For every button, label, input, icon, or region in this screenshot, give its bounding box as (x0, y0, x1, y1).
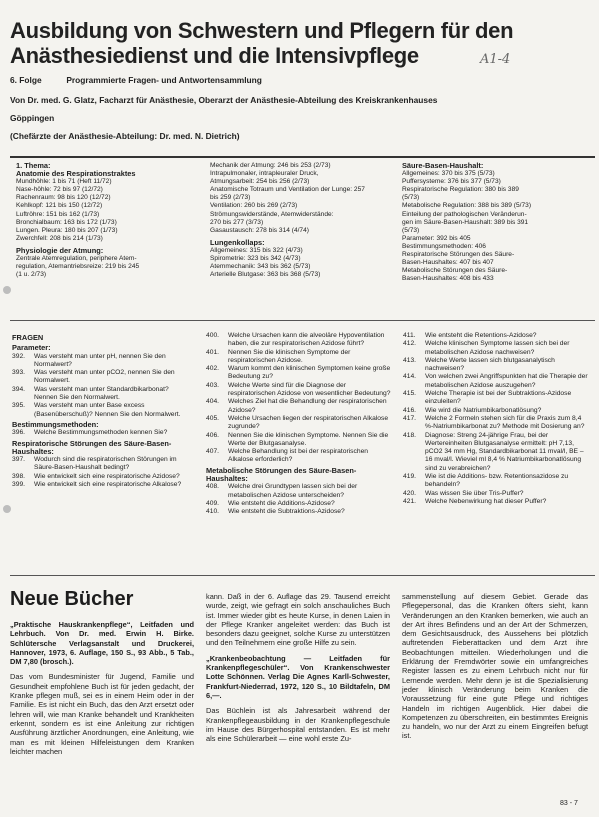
topic-column-1 (16, 162, 201, 279)
question-item (403, 340, 591, 357)
topic-list (16, 178, 201, 243)
book-review-text: kann. Daß in der 6. Auflage das 29. Tausend erreicht wurde, zeigt, wie gefragt ein solch anschauliches Buch ist. Immer wieder gibt es heute Kurse, in denen Laien in der Pflege Kranker angeleitet werden: das Buch ist besonders dazu geeignet, solche Kurse zu unterstützen und den Teilnehmern eine große Hilfe zu sein. (206, 592, 390, 648)
question-item (403, 473, 591, 490)
question-number: 417. (403, 414, 417, 422)
topic-item: Anatomische Totraum und Ventilation der Lunge: 257 (210, 186, 365, 194)
topic-subheading: Physiologie der Atmung: (16, 245, 104, 255)
topic-item: Kehlkopf: 121 bis 150 (12/72) (16, 202, 103, 210)
question-item (403, 490, 591, 498)
question-number: 401. (206, 348, 220, 356)
question-text: Warum kommt den klinischen Symptomen keine große Bedeutung zu? (228, 365, 391, 381)
topic-item: Puffersysteme: 376 bis 377 (5/73) (402, 178, 501, 186)
topic-item: Basen-Haushaltes: 408 bis 433 (402, 275, 494, 283)
question-item (403, 390, 591, 407)
question-number: 416. (403, 406, 417, 414)
question-text: Diagnose: Streng 24-jährige Frau, bei der Wertereinheiten Blutgasanalyse ermittelt: pH 7,13, pCO2 34 mm Hg, Standardbikarbonat 11 mval/l, BE –16 mval/l. Wieviel ml 8,4 % Natriumbikarbonatlösung sind zu verabreichen? (425, 431, 584, 472)
question-text: Was versteht man unter pH, nennen Sie den Normalwert? (34, 352, 166, 368)
question-item (403, 373, 591, 390)
question-item (403, 357, 591, 374)
question-item (12, 456, 192, 473)
section-divider (10, 575, 595, 576)
question-text: Was versteht man unter Base excess (Basenüberschuß)? Nennen Sie den Normalwert. (34, 402, 181, 418)
topic-item: Rachenraum: 98 bis 120 (12/72) (16, 194, 111, 202)
question-number: 397. (12, 456, 26, 464)
question-item (403, 498, 591, 506)
books-column-2 (206, 592, 390, 749)
topic-item: gen im Säure-Basen-Haushalt: 389 bis 391 (402, 218, 529, 226)
author-city: Göppingen (10, 113, 55, 123)
question-item (206, 415, 394, 432)
question-text: Was wissen Sie über Tris-Puffer? (425, 489, 524, 497)
topic-item: (1 u. 2/73) (16, 271, 47, 279)
topic-item: Bronchialbaum: 163 bis 172 (1/73) (16, 218, 117, 226)
question-text: Wie entsteht die Additions-Azidose? (228, 499, 335, 507)
question-number: 406. (206, 431, 220, 439)
question-text: Welches Ziel hat die Behandlung der respiratorischen Azidose? (228, 398, 387, 414)
question-item (206, 500, 394, 508)
topic-item: Zwerchfell: 208 bis 214 (1/73) (16, 234, 103, 242)
topic-subheading: Lungenkollaps: (210, 237, 265, 247)
topic-item: Strömungswiderstände, Atemwiderstände: (210, 210, 334, 218)
question-text: Welche Werte sind für die Diagnose der respiratorischen Azidose von wesentlicher Bedeutung? (228, 381, 391, 398)
topic-item: Allgemeines: 370 bis 375 (5/73) (402, 170, 495, 178)
topic-item: Luftröhre: 151 bis 162 (1/73) (16, 210, 100, 218)
topic-item: Basen-Haushaltes: 407 bis 407 (402, 259, 494, 267)
topic-heading: 1. Thema: (16, 161, 51, 170)
question-number: 394. (12, 385, 26, 393)
question-number: 395. (12, 402, 26, 410)
author-line: Von Dr. med. G. Glatz, Facharzt für Anästhesie, Oberarzt der Anästhesie-Abteilung des Kreiskrankenhauses (10, 95, 438, 105)
question-item (206, 432, 394, 449)
series-description: Programmierte Fragen- und Antwortensammlung (66, 75, 262, 85)
question-item (206, 448, 394, 465)
question-text: Nennen Sie die klinischen Symptome der respiratorischen Azidose. (228, 348, 351, 364)
book-review-text: Das vom Bundesminister für Jugend, Familie und Gesundheit empfohlene Buch ist für jeden gedacht, der Kranke pflegen muß, sei es in einem Heim oder in der Familie. Es ist nicht ein Buch, das den Arzt ersetzt oder lehren will, wie man Kranke behandelt und Krankheiten erkennt, sondern es ist eine Anleitung zur richtigen Ausführung ärztlicher Anordnungen, eine Anleitung, wie man es mit kleinen Hilfeleistungen dem Kranken leichter machen (10, 672, 194, 756)
question-item (206, 483, 394, 500)
topic-item: Zentrale Atemregulation, periphere Atem- (16, 255, 137, 263)
book-citation: „Praktische Hauskrankenpflege“, Leitfaden und Lehrbuch. Von Dr. med. Erwin H. Birke. Schlütersche Verlagsanstalt und Druckerei, Hannover, 1973, 6. Auflage, 150 S., 93 Abb., 5 Tab., DM 7,80 (brosch.). (10, 620, 194, 667)
topic-item: Mundhöhle: 1 bis 71 (Heft 11/72) (16, 178, 112, 186)
topic-item: Lungen. Pleura: 180 bis 207 (1/73) (16, 226, 118, 234)
books-column-3 (402, 592, 588, 747)
question-text: Welche Ursachen liegen der respiratorischen Alkalose zugrunde? (228, 414, 389, 431)
topic-item: bis 259 (2/73) (210, 194, 251, 202)
question-item (403, 432, 591, 473)
topic-overview-box (10, 156, 595, 321)
question-item (206, 382, 394, 399)
title-line-1: Ausbildung von Schwestern und Pflegern für den (10, 18, 514, 43)
question-group-heading: Metabolische Störungen des Säure-Basen-Haushaltes: (206, 465, 357, 484)
question-text: Welche drei Grundtypen lassen sich bei der metabolischen Azidose unterscheiden? (228, 483, 358, 499)
topic-item: Nase-höhle: 72 bis 97 (12/72) (16, 186, 103, 194)
topic-item: Arterielle Blutgase: 363 bis 368 (5/73) (210, 271, 321, 279)
topic-item: Atemmechanik: 343 bis 362 (5/73) (210, 263, 311, 271)
books-heading: Neue Bücher (10, 588, 134, 610)
page-number: 83 - 7 (560, 800, 578, 807)
question-number: 399. (12, 481, 26, 489)
question-number: 421. (403, 497, 417, 505)
question-item (206, 349, 394, 366)
question-item (206, 365, 394, 382)
question-number: 412. (403, 340, 417, 348)
question-text: Welche Therapie ist bei der Subtraktions-Azidose einzuleiten? (425, 390, 572, 406)
question-number: 404. (206, 398, 220, 406)
topic-column-2 (210, 162, 390, 279)
question-number: 400. (206, 332, 220, 339)
chief-line: (Chefärzte der Anästhesie-Abteilung: Dr. med. N. Dietrich) (10, 131, 240, 141)
question-number: 402. (206, 365, 220, 373)
question-text: Welche Behandlung ist bei der respiratorischen Alkalose erforderlich? (228, 448, 369, 464)
topic-item: Bestimmungsmethoden: 406 (402, 242, 486, 250)
question-item (12, 429, 192, 437)
books-column-1 (10, 620, 194, 762)
question-text: Wie entwickelt sich eine respiratorische Alkalose? (34, 481, 182, 489)
question-text: Wie entwickelt sich eine respiratorische Azidose? (34, 472, 180, 480)
topic-item: Respiratorische Störungen des Säure- (402, 251, 515, 259)
topic-item: regulation, Atemantriebsreize: 219 bis 245 (16, 263, 140, 271)
question-text: Wie entsteht die Retentions-Azidose? (425, 332, 537, 339)
topic-item: Ventilation: 260 bis 269 (2/73) (210, 202, 298, 210)
question-number: 403. (206, 381, 220, 389)
question-item (206, 398, 394, 415)
topic-item: Metabolische Störungen des Säure- (402, 267, 508, 275)
question-number: 413. (403, 356, 417, 364)
question-group-heading: Bestimmungsmethoden: (12, 419, 99, 429)
binder-hole (3, 505, 11, 513)
book-review-text: sammenstellung auf diesem Gebiet. Gerade das Pflegepersonal, das die Kranken öfters sieht, kann Veränderungen an den Kranken bemerken, wie auch an der Art ihres Befindens und an der Art der Schmerzen, dem Gesichtsausdruck, des Aussehens bei plötzlich auftretenden Fieberattacken und dem Arzt ihre Beobachtungen mitteilen. Wiederholungen und die Erklärung der Fremdwörter sowie ein umfangreiches Register lassen es zu einem Lehrbuch nicht nur für Lernende werden. Mehr denn je ist die Spezialisierung jeder klinisch Veränderung beim Kranken die Voraussetzung für eine gute Pflege und richtiges Handeln im richtigen Augenblick. Hier dabei die Kompetenzen zu überschreiten, ein bestimmtes Ereignis zu handeln, wo nur der Arzt zu einem Eingreifen befugt ist. (402, 592, 588, 741)
topic-item: (5/73) (402, 226, 420, 234)
question-number: 405. (206, 414, 220, 422)
question-number: 414. (403, 373, 417, 381)
question-item (12, 402, 192, 419)
series-line (10, 74, 262, 86)
question-text: Wodurch sind die respiratorischen Störungen im Säure-Basen-Haushalt bedingt? (34, 456, 177, 472)
book-review-text: Das Büchlein ist als Jahresarbeit während der Krankenpflegeausbildung in der Krankenpflegeschule im Hause des Bürgerhospital entstanden. Es ist mehr als eine Schülerarbeit — eine wohl erste Zu- (206, 706, 390, 744)
topic-item: Respiratorische Regulation: 380 bis 389 (402, 186, 519, 194)
question-group-heading: Respiratorische Störungen des Säure-Basen-Haushaltes: (12, 438, 172, 456)
question-number: 392. (12, 352, 26, 360)
question-number: 398. (12, 472, 26, 480)
topic-item: Atmungsarbeit: 254 bis 256 (2/73) (210, 178, 310, 186)
topic-item: Mechanik der Atmung: 246 bis 253 (2/73) (210, 162, 331, 169)
question-item (12, 353, 192, 370)
topic-column-3 (402, 162, 590, 283)
topic-item: Allgemeines: 315 bis 322 (4/73) (210, 246, 303, 254)
question-item (206, 508, 394, 516)
topic-item: Metabolische Regulation: 388 bis 389 (5/73) (402, 202, 532, 210)
question-number: 411. (403, 332, 416, 339)
question-item (403, 407, 591, 415)
question-text: Welche Werte lassen sich blutgasanalytisch nachweisen? (425, 356, 555, 373)
question-number: 408. (206, 483, 220, 491)
question-item (403, 415, 591, 432)
question-text: Welche Ursachen kann die alveoläre Hypoventilation haben, die zur respiratorischen Azidose führt? (228, 332, 385, 348)
question-item (206, 332, 394, 349)
question-number: 419. (403, 473, 417, 481)
questions-heading: FRAGEN (12, 333, 44, 342)
question-number: 418. (403, 431, 417, 439)
question-item (403, 332, 591, 340)
question-item (12, 481, 192, 489)
question-item (12, 473, 192, 481)
question-number: 393. (12, 369, 26, 377)
question-number: 420. (403, 489, 417, 497)
question-text: Was versteht man unter Standardbikarbonat? Nennen Sie den Normalwert. (34, 385, 169, 402)
question-text: Wie entsteht die Subtraktions-Azidose? (228, 508, 345, 516)
question-text: Wie wird die Natriumbikarbonatlösung? (425, 406, 542, 414)
topic-item: Parameter: 392 bis 405 (402, 234, 471, 242)
topic-item: (5/73) (402, 194, 420, 202)
topic-item: Spirometrie: 323 bis 342 (4/73) (210, 255, 301, 263)
question-text: Nennen Sie die klinischen Symptome. Nennen Sie die Werte der Blutgasanalyse. (228, 431, 389, 447)
series-number: 6. Folge (10, 75, 42, 85)
topic-item: Einteilung der pathologischen Veränderun- (402, 210, 527, 218)
question-text: Wie ist die Additions- bzw. Retentionsazidose zu behandeln? (425, 473, 569, 489)
question-text: Welche klinischen Symptome lassen sich bei der metabolischen Azidose nachweisen? (425, 340, 570, 356)
question-number: 410. (206, 508, 220, 516)
question-text: Von welchen zwei Angriffspunkten hat die Therapie der metabolischen Azidose auszugehen? (425, 373, 588, 389)
questions-column-2 (206, 332, 394, 517)
question-text: Welche Bestimmungsmethoden kennen Sie? (34, 429, 168, 437)
question-item (12, 369, 192, 386)
question-number: 396. (12, 429, 26, 437)
topic-heading: Säure-Basen-Haushalt: (402, 161, 484, 170)
question-number: 415. (403, 390, 417, 398)
book-citation: „Krankenbeobachtung — Leitfaden für Krankenpflegeschüler“. Von Krankenschwester Lotte Schönnen. Verlag Die Agnes Karll-Schwester, Frankfurt-Niederrad, 1972, 120 S., 10 Bildtafeln, DM 6,—. (206, 653, 390, 700)
title-line-2: Anästhesiedienst und die Intensivpflege (10, 43, 419, 68)
question-number: 409. (206, 499, 220, 507)
question-text: Was versteht man unter pCO2, nennen Sie den Normalwert. (34, 369, 175, 385)
questions-column-1 (12, 332, 192, 489)
handwritten-note: A1-4 (480, 52, 511, 67)
question-text: Welche Nebenwirkung hat dieser Puffer? (425, 497, 547, 505)
question-group-heading: Parameter: (12, 343, 51, 353)
topic-item: Intrapulmonaler, intrapleuraler Druck, (210, 170, 319, 178)
topic-item: 270 bis 277 (3/73) (210, 218, 264, 226)
question-number: 407. (206, 448, 220, 456)
topic-subheading: Anatomie des Respirationstraktes (16, 169, 136, 179)
question-text: Welche 2 Formeln stehen sich für die Praxis zum 8,4 %-Natriumbikarbonat zu? Methode mit Dosierung an? (425, 414, 585, 431)
topic-item: Gasaustausch: 278 bis 314 (4/74) (210, 226, 309, 234)
question-item (12, 386, 192, 403)
questions-column-3 (403, 332, 591, 506)
